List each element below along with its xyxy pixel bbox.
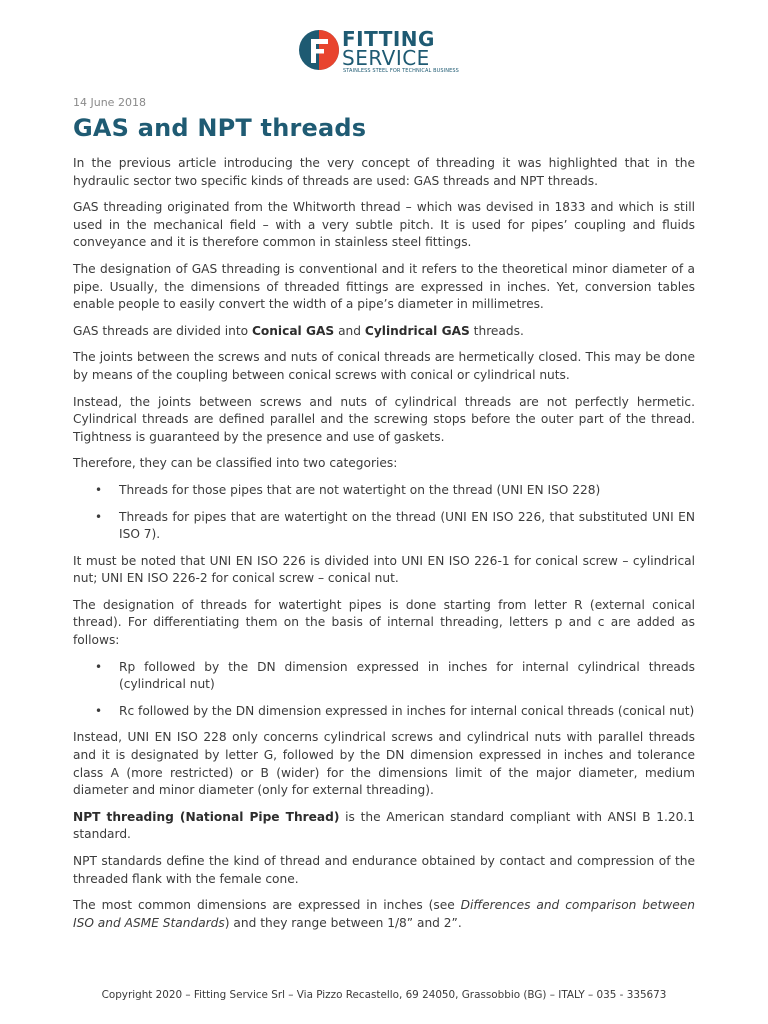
bold-cylindrical-gas: Cylindrical GAS <box>364 323 470 338</box>
category-list <box>73 482 695 544</box>
list-item: • Threads for those pipes that are not watertight on the thread (UNI EN ISO 228) <box>119 482 695 500</box>
italic-reference: Differences and comparison between ISO and ASME Standards <box>73 898 695 930</box>
text-span: GAS threads are divided into <box>73 323 252 338</box>
paragraph-conical-joints: The joints between the screws and nuts of conical threads are hermetically closed. This may be done by means of the coupling between conical screws with conical or cylindrical nuts. <box>73 350 695 382</box>
paragraph-iso228: Instead, UNI EN ISO 228 only concerns cylindrical screws and cylindrical nuts with parallel threads and it is designated by letter G, followed by the DN dimension expressed in inches and tolerance class A (more restricted) or B (wider) for the dimensions limit of the major diameter, medium diameter and minor diameter (only for external threading). <box>73 730 695 798</box>
paragraph-intro: In the previous article introducing the very concept of threading it was highlighted that in the hydraulic sector two specific kinds of threads are used: GAS threads and NPT threads. <box>73 156 695 188</box>
paragraph-npt <box>73 809 695 844</box>
bold-npt-threading: NPT threading (National Pipe Thread) <box>73 809 340 824</box>
brand-name-line1: FITTING <box>342 27 435 51</box>
text-span: ) and they range between 1/8” and 2”. <box>224 915 462 930</box>
bold-conical-gas: Conical GAS <box>251 323 335 338</box>
paragraph-categories: Therefore, they can be classified into two categories: <box>73 456 398 471</box>
brand-tagline: STAINLESS STEEL FOR TECHNICAL BUSINESS <box>343 68 459 74</box>
paragraph-dimensions <box>73 897 695 932</box>
logo-mark-icon <box>298 29 342 73</box>
paragraph-iso226: It must be noted that UNI EN ISO 226 is divided into UNI EN ISO 226-1 for conical screw – cylindrical nut; UNI EN ISO 226-2 for conical screw – conical nut. <box>73 553 695 586</box>
list-item: • Rp followed by the DN dimension expressed in inches for internal cylindrical threads (cylindrical nut) <box>119 659 695 694</box>
paragraph-npt-standards: NPT standards define the kind of thread and endurance obtained by contact and compression of the threaded flank with the female cone. <box>73 854 695 886</box>
brand-name-line2: SERVICE <box>342 46 430 70</box>
text-span: threads. <box>469 323 524 338</box>
paragraph-gas-types <box>73 323 695 341</box>
paragraph-gas-designation: The designation of GAS threading is conventional and it refers to the theoretical minor diameter of a pipe. Usually, the dimensions of threaded fittings are expressed in inches. Yet, conversion tables enable people to easily convert the width of a pipe’s diameter in millimetres. <box>73 261 695 312</box>
paragraph-gas-origin: GAS threading originated from the Whitworth thread – which was devised in 1833 and which is still used in the mechanical field – with a very subtle pitch. It is used for pipes’ coupling and fluids conveyance and it is therefore common in stainless steel fittings. <box>73 200 695 250</box>
list-item: • Threads for pipes that are watertight on the thread (UNI EN ISO 226, that substituted UNI EN ISO 7). <box>119 509 695 544</box>
article-title: GAS and NPT threads <box>73 114 367 142</box>
text-span: is the American standard compliant with ANSI B 1.20.1 standard. <box>73 809 696 842</box>
company-logo <box>298 29 478 75</box>
list-item: • Rc followed by the DN dimension expressed in inches for internal conical threads (conical nut) <box>119 703 695 721</box>
paragraph-designation-r: The designation of threads for watertight pipes is done starting from letter R (external conical thread). For differentiating them on the basis of internal threading, letters p and c are added as follows: <box>73 597 695 648</box>
article-date: 14 June 2018 <box>73 96 146 109</box>
page-footer: Copyright 2020 – Fitting Service Srl – Via Pizzo Recastello, 69 24050, Grassobbio (BG) – ITALY – 035 - 335673 <box>101 989 667 1001</box>
article-body <box>73 155 695 941</box>
text-span: and <box>334 323 365 338</box>
paragraph-cylindrical-joints: Instead, the joints between screws and nuts of cylindrical threads are not perfectly hermetic. Cylindrical threads are defined parallel and the screwing stops before the outer part of the thread. Tightness is guaranteed by the presence and use of gaskets. <box>73 394 695 444</box>
text-span: The most common dimensions are expressed in inches (see <box>73 898 461 913</box>
designation-list <box>73 659 695 721</box>
